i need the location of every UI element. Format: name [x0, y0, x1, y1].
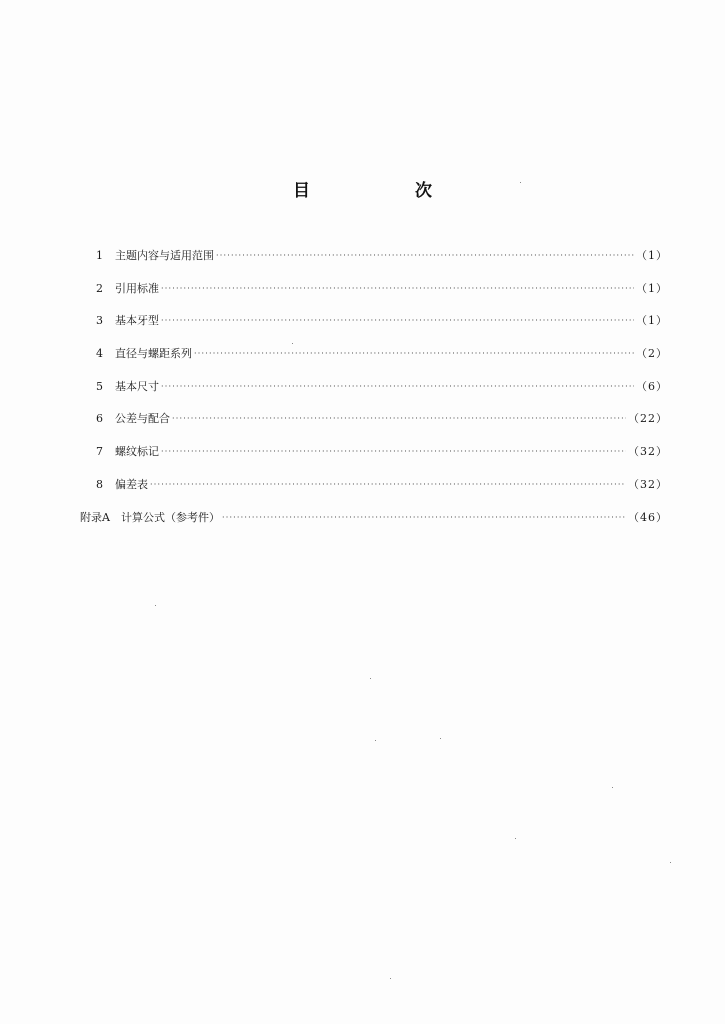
entry-page-number: （1）: [636, 281, 668, 295]
scan-speck: [520, 182, 521, 183]
entry-page-number: （6）: [636, 379, 668, 393]
entry-label: 附录A 计算公式（参考件）: [80, 510, 220, 524]
entry-page-number: （2）: [636, 347, 668, 361]
entry-number: 6: [96, 412, 103, 426]
entry-label: 基本牙型: [115, 314, 159, 328]
dot-leader: [161, 312, 634, 330]
toc-entry[interactable]: [88, 410, 668, 443]
entry-page-number: （22）: [628, 412, 668, 426]
entry-page-number: （32）: [628, 445, 668, 459]
scan-speck: [612, 787, 613, 788]
entry-label: 引用标准: [115, 281, 159, 295]
toc-entry[interactable]: [88, 247, 668, 280]
page-title: 目 次: [293, 181, 476, 201]
scan-speck: [375, 740, 376, 741]
entry-page-number: （1）: [636, 314, 668, 328]
dot-leader: [161, 280, 634, 298]
entry-page-number: （1）: [636, 249, 668, 262]
entry-number: 8: [96, 477, 103, 491]
toc-entry[interactable]: [88, 378, 668, 411]
toc-entry[interactable]: [88, 312, 668, 345]
dot-leader: [172, 410, 626, 428]
dot-leader: [216, 247, 634, 265]
entry-label: 公差与配合: [115, 412, 170, 426]
scan-speck: [292, 343, 293, 344]
scan-speck: [155, 605, 156, 606]
dot-leader: [222, 509, 626, 527]
toc-entry-appendix[interactable]: [80, 509, 668, 542]
entry-label: 主题内容与适用范围: [115, 249, 214, 262]
entry-page-number: （46）: [628, 510, 668, 524]
entry-label: 基本尺寸: [115, 379, 159, 393]
toc-entry[interactable]: [88, 476, 668, 509]
scan-speck: [370, 678, 371, 679]
entry-number: 4: [96, 347, 103, 361]
entry-number: 5: [96, 379, 103, 393]
toc-entry[interactable]: [88, 280, 668, 313]
dot-leader: [161, 443, 626, 461]
toc-entry[interactable]: [88, 345, 668, 378]
scan-speck: [440, 738, 441, 739]
scan-speck: [670, 862, 671, 863]
entry-number: 1: [96, 249, 103, 262]
dot-leader: [161, 378, 634, 396]
toc-entry[interactable]: [88, 443, 668, 476]
scan-speck: [515, 838, 516, 839]
entry-label: 偏差表: [115, 477, 148, 491]
entry-page-number: （32）: [628, 477, 668, 491]
dot-leader: [150, 476, 626, 494]
table-of-contents: [80, 247, 668, 541]
entry-label: 直径与螺距系列: [115, 347, 192, 361]
scan-speck: [390, 978, 391, 979]
entry-label: 螺纹标记: [115, 445, 159, 459]
dot-leader: [194, 345, 634, 363]
entry-number: 2: [96, 281, 103, 295]
entry-number: 3: [96, 314, 103, 328]
entry-number: 7: [96, 445, 103, 459]
